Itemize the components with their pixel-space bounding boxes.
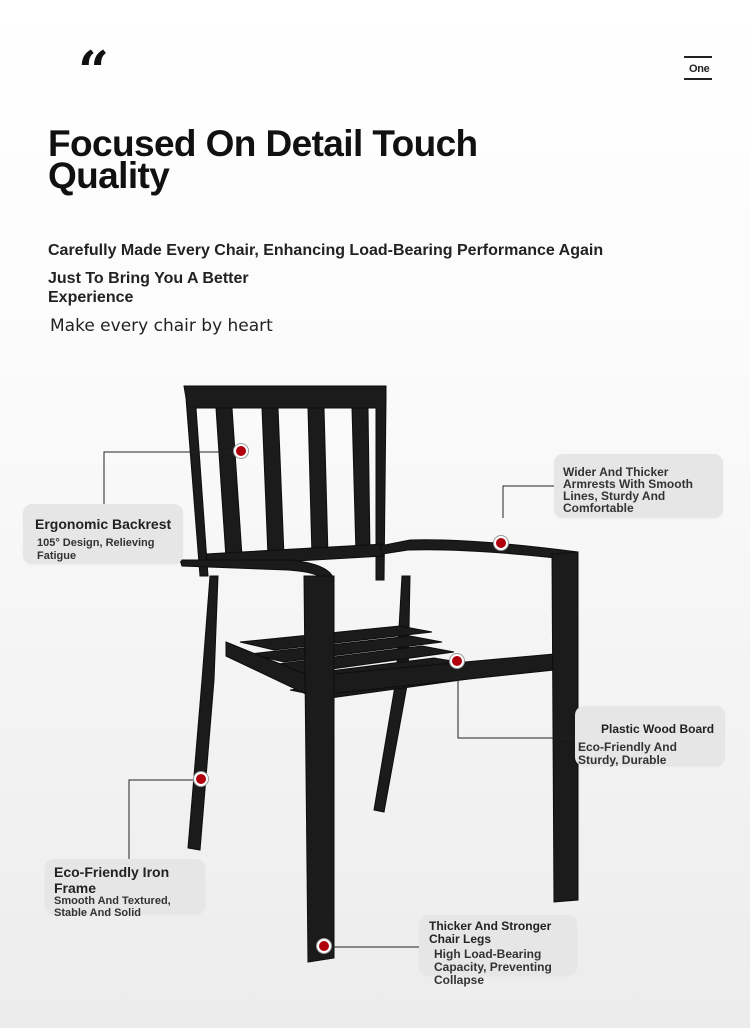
marker-legs <box>317 939 331 953</box>
callout-description: Smooth And Textured, Stable And Solid <box>54 895 171 919</box>
marker-armrest <box>494 536 508 550</box>
subtitle-line-1: Carefully Made Every Chair, Enhancing Load-Bearing Performance Again <box>48 242 604 259</box>
callout-seat <box>575 706 725 766</box>
page-title: Focused On Detail Touch Quality <box>48 123 478 196</box>
callout-frame <box>45 859 205 919</box>
callout-title: Plastic Wood Board <box>601 722 715 736</box>
marker-frame <box>194 772 208 786</box>
callout-armrests <box>554 454 723 518</box>
callout-title: Eco-Friendly Iron Frame <box>54 864 170 896</box>
callout-description: Eco-Friendly And Sturdy, Durable <box>578 740 677 767</box>
callout-description: Wider And Thicker Armrests With Smooth Lines, Sturdy And Comfortable <box>563 465 693 515</box>
subtitle-line-2: Just To Bring You A Better Experience <box>48 270 249 306</box>
menu-label: One <box>689 63 710 75</box>
callout-description: High Load-Bearing Capacity, Preventing Collapse <box>434 947 552 987</box>
callout-backrest <box>23 504 183 564</box>
callout-title: Ergonomic Backrest <box>35 516 172 532</box>
tagline: Make every chair by heart <box>50 316 273 336</box>
callout-title: Thicker And Stronger Chair Legs <box>429 919 552 946</box>
marker-backrest <box>234 444 248 458</box>
callout-description: 105° Design, Relieving Fatigue <box>37 537 155 562</box>
marker-seat <box>450 654 464 668</box>
quote-mark-icon: “ <box>78 39 110 103</box>
callout-legs <box>419 915 577 987</box>
